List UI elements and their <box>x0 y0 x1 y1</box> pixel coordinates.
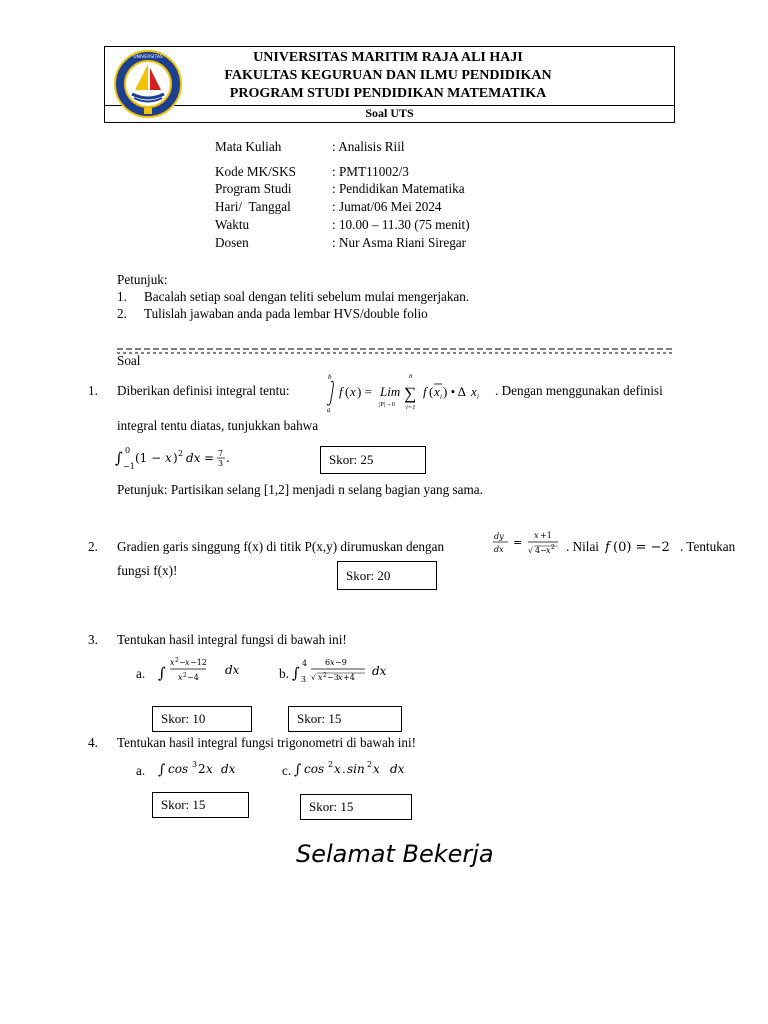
svg-text:2: 2 <box>323 672 327 679</box>
svg-text:sin: sin <box>347 762 365 776</box>
svg-text:dx: dx <box>225 663 240 677</box>
q3b-label: b. <box>279 666 289 681</box>
svg-text:√: √ <box>528 546 534 555</box>
instructions-title: Petunjuk: <box>117 272 168 287</box>
svg-text:) =: ) = <box>357 384 372 399</box>
dashed-separator <box>117 342 675 350</box>
svg-text:2: 2 <box>551 544 555 551</box>
svg-text:dx: dx <box>390 762 405 776</box>
svg-text:2: 2 <box>367 760 373 769</box>
q3a-integral <box>158 655 248 689</box>
q2-text-a: Gradien garis singgung f(x) di titik P(x,y) dirumuskan dengan <box>117 539 445 554</box>
svg-text:dx: dx <box>221 762 236 776</box>
q1-line2: integral tentu diatas, tunjukkan bahwa <box>117 418 319 433</box>
svg-text:x: x <box>206 762 213 776</box>
instruction-num-2: 2. <box>117 306 127 321</box>
info-label-lecturer: Dosen <box>215 235 249 250</box>
q1-number: 1. <box>88 383 98 398</box>
svg-text:x: x <box>546 546 551 555</box>
q1-intro: Diberikan definisi integral tentu: <box>117 383 290 398</box>
info-label-program: Program Studi <box>215 181 292 196</box>
svg-text:x: x <box>178 673 183 682</box>
svg-text:f: f <box>339 384 343 399</box>
q4a-label: a. <box>136 763 146 778</box>
svg-text:UNIVERSITAS: UNIVERSITAS <box>133 55 163 60</box>
instruction-text-1: Bacalah setiap soal dengan teliti sebelum mulai mengerjakan. <box>144 289 470 304</box>
svg-text:cos: cos <box>304 762 325 776</box>
svg-text:) • Δ: ) • Δ <box>443 384 467 399</box>
info-value-time: : 10.00 – 11.30 (75 menit) <box>332 217 470 232</box>
svg-text:∫: ∫ <box>292 664 300 682</box>
svg-text:x: x <box>330 658 335 667</box>
q2-text-c: . Tentukan <box>680 539 736 554</box>
svg-text:i=1: i=1 <box>406 404 416 411</box>
svg-text:x: x <box>471 384 477 399</box>
svg-text:x: x <box>434 384 440 399</box>
q2-line2: fungsi f(x)! <box>117 563 178 578</box>
svg-text:x: x <box>165 451 172 465</box>
svg-text:−: − <box>179 658 186 667</box>
q2-gradient-formula <box>492 527 568 563</box>
svg-text:+1: +1 <box>540 531 552 540</box>
q4c-integral <box>294 757 419 781</box>
svg-text:x: x <box>170 658 175 667</box>
svg-text:√: √ <box>311 673 317 682</box>
svg-text:=: = <box>513 536 523 549</box>
q3a-label: a. <box>136 666 146 681</box>
svg-text:f: f <box>605 540 610 555</box>
info-label-course: Mata Kuliah <box>215 139 282 154</box>
soal-label: Soal <box>117 353 141 368</box>
svg-text:i: i <box>440 393 442 401</box>
q3b-integral <box>292 655 402 691</box>
header-faculty: FAKULTAS KEGURUAN DAN ILMU PENDIDIKAN <box>224 68 552 83</box>
svg-text:6: 6 <box>325 658 331 667</box>
svg-text:∑: ∑ <box>404 384 417 403</box>
svg-text:4: 4 <box>302 659 308 668</box>
q2-score-box: Skor: 20 <box>337 561 437 590</box>
header-program: PROGRAM STUDI PENDIDIKAN MATEMATIKA <box>229 86 547 101</box>
info-value-program: : Pendidikan Matematika <box>332 181 465 196</box>
svg-text:dx: dx <box>494 545 504 554</box>
svg-text:x: x <box>534 531 539 540</box>
svg-text:−4: −4 <box>187 673 199 682</box>
instruction-num-1: 1. <box>117 289 127 304</box>
info-label-code: Kode MK/SKS <box>215 164 296 179</box>
q1-score-box: Skor: 25 <box>320 446 426 474</box>
svg-text:(0) = −2: (0) = −2 <box>613 540 670 555</box>
svg-text:=: = <box>204 451 215 465</box>
svg-text:n: n <box>409 372 413 380</box>
svg-text:x: x <box>318 673 323 682</box>
svg-text:.: . <box>342 762 346 776</box>
svg-text:4−: 4− <box>535 546 547 555</box>
svg-text:∫: ∫ <box>294 762 302 778</box>
q1-hint: Petunjuk: Partisikan selang [1,2] menjadi n selang bagian yang sama. <box>117 482 483 497</box>
svg-text:2: 2 <box>328 760 334 769</box>
svg-text:∫: ∫ <box>158 762 166 778</box>
svg-text:0: 0 <box>125 446 131 455</box>
q4-number: 4. <box>88 735 98 750</box>
svg-text:.: . <box>226 451 230 465</box>
svg-text:): ) <box>173 451 178 465</box>
svg-text:b: b <box>328 373 332 381</box>
info-value-course: : Analisis Riil <box>332 139 405 154</box>
q4c-label: c. <box>282 763 292 778</box>
svg-text:i: i <box>477 393 479 401</box>
svg-text:Lim: Lim <box>380 384 401 399</box>
info-label-time: Waktu <box>215 217 250 232</box>
svg-text:x: x <box>334 762 341 776</box>
q4a-score-box: Skor: 15 <box>152 792 249 818</box>
q2-text-b: . Nilai <box>566 539 599 554</box>
svg-text:+4: +4 <box>343 673 355 682</box>
q1-definition-formula <box>322 370 497 414</box>
svg-text:(1 −: (1 − <box>135 451 162 465</box>
svg-text:x: x <box>185 658 190 667</box>
svg-text:∫: ∫ <box>115 449 123 467</box>
q2-initial-value <box>605 536 685 556</box>
svg-text:2: 2 <box>183 672 187 679</box>
svg-text:x: x <box>350 384 356 399</box>
svg-text:7: 7 <box>218 449 224 458</box>
svg-text:2: 2 <box>198 762 206 776</box>
svg-text:3: 3 <box>218 459 224 468</box>
q3-number: 3. <box>88 632 98 647</box>
q3b-score-box: Skor: 15 <box>288 706 402 732</box>
svg-text:dx: dx <box>186 451 201 465</box>
q1-equation <box>115 444 250 472</box>
svg-text:dx: dx <box>372 664 387 678</box>
header-university: UNIVERSITAS MARITIM RAJA ALI HAJI <box>253 50 523 65</box>
q1-after: . Dengan menggunakan definisi <box>495 383 663 398</box>
q2-number: 2. <box>88 539 98 554</box>
svg-text:2: 2 <box>175 657 179 664</box>
svg-text:x: x <box>338 673 343 682</box>
svg-text:(: ( <box>429 384 434 399</box>
q4c-score-box: Skor: 15 <box>300 794 412 820</box>
svg-text:x: x <box>373 762 380 776</box>
svg-text:cos: cos <box>168 762 189 776</box>
svg-text:∫: ∫ <box>158 664 166 682</box>
svg-text:−3: −3 <box>327 673 339 682</box>
q4a-integral <box>158 757 248 781</box>
instruction-text-2: Tulislah jawaban anda pada lembar HVS/double folio <box>144 306 428 321</box>
closing-message: Selamat Bekerja <box>296 840 494 868</box>
svg-text:(: ( <box>345 384 350 399</box>
svg-text:2: 2 <box>178 449 184 458</box>
svg-text:dy: dy <box>494 532 504 541</box>
q3-text: Tentukan hasil integral fungsi di bawah ini! <box>117 632 347 647</box>
info-value-code: : PMT11002/3 <box>332 164 409 179</box>
svg-text:3: 3 <box>301 675 307 684</box>
info-label-date: Hari/ Tanggal <box>215 199 291 214</box>
svg-text:−9: −9 <box>335 658 347 667</box>
header-subtitle: Soal UTS <box>365 106 414 120</box>
q3a-score-box: Skor: 10 <box>152 706 252 732</box>
svg-text:−1: −1 <box>123 462 135 471</box>
svg-text:a: a <box>327 406 331 414</box>
info-value-date: : Jumat/06 Mei 2024 <box>332 199 442 214</box>
svg-text:3: 3 <box>192 760 198 769</box>
q4-text: Tentukan hasil integral fungsi trigonometri di bawah ini! <box>117 735 417 750</box>
svg-text:|P|→0: |P|→0 <box>379 401 395 408</box>
svg-text:f: f <box>423 384 427 399</box>
info-value-lecturer: : Nur Asma Riani Siregar <box>332 235 467 250</box>
svg-text:−12: −12 <box>190 658 207 667</box>
